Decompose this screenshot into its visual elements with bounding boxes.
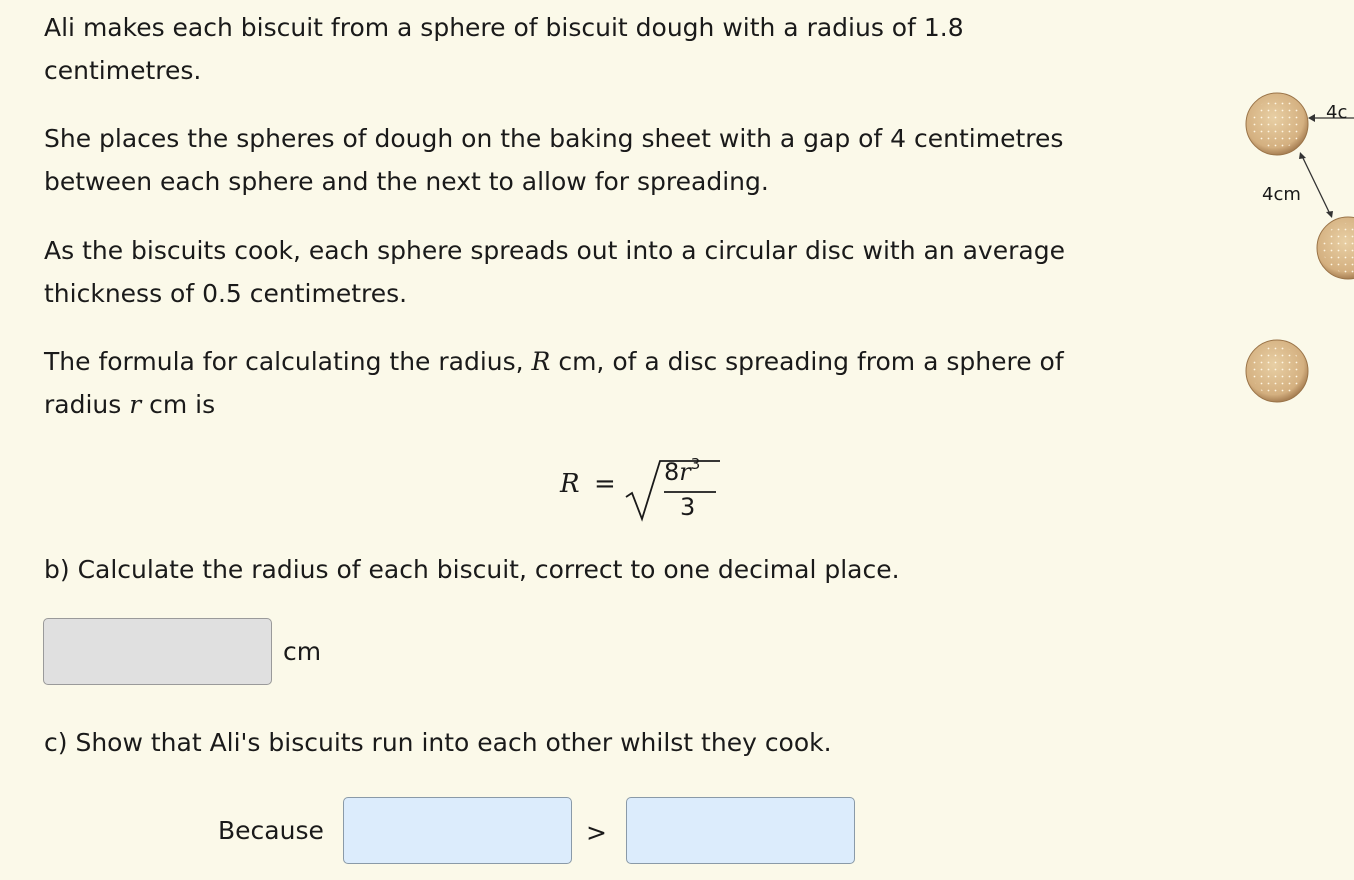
part-c-prompt-text: c) Show that Ali's biscuits run into each other whilst they cook. [44,728,832,757]
radius-formula [560,455,730,530]
formula-numerator [664,457,700,486]
radius-unit-label: cm [283,637,322,666]
spread-line-1: As the biscuits cook, each sphere spreads out into a circular disc with an average [44,236,1065,265]
part-c-prompt [44,721,1204,764]
formula-denominator: 3 [680,493,696,521]
formula-line-2-part-b: cm is [141,390,216,419]
part-b-prompt [44,548,1204,591]
numerator-exponent: 3 [690,455,701,473]
comparison-left-input[interactable] [343,797,572,864]
formula-var-r: r [129,390,142,419]
intro-line-2: centimetres. [44,56,202,85]
gap-line-2: between each sphere and the next to allow for spreading. [44,167,769,196]
gap-label-top: 4c [1326,102,1348,123]
gap-text [44,117,1204,203]
biscuit-diagram [1230,86,1354,416]
gap-label-mid: 4cm [1262,184,1301,205]
formula-equals: = [594,469,616,499]
numerator-variable: r [679,458,691,486]
numerator-coefficient: 8 [664,458,680,486]
formula-var-R: R [531,347,551,376]
greater-than-sign: > [586,818,607,847]
comparison-right-input[interactable] [626,797,855,864]
radius-answer-input[interactable] [43,618,272,685]
gap-line-1: She places the spheres of dough on the baking sheet with a gap of 4 centimetres [44,124,1064,153]
intro-text [44,6,1204,92]
formula-lhs: R [560,469,580,499]
dough-sphere-right [1317,217,1354,279]
dough-sphere-bottom [1246,340,1308,402]
dough-sphere-top [1246,93,1308,155]
formula-line-2-part-a: radius [44,390,130,419]
spread-text [44,229,1204,315]
formula-line-1-part-b: cm, of a disc spreading from a sphere of [550,347,1064,376]
formula-line-1-part-a: The formula for calculating the radius, [44,347,532,376]
spread-line-2: thickness of 0.5 centimetres. [44,279,408,308]
because-label: Because [218,816,324,845]
gap-arrow-diagonal [1299,152,1333,218]
part-b-prompt-text: b) Calculate the radius of each biscuit, correct to one decimal place. [44,555,900,584]
biscuit-spacing-illustration [1230,86,1354,416]
intro-line-1: Ali makes each biscuit from a sphere of biscuit dough with a radius of 1.8 [44,13,964,42]
formula-text [44,340,1204,426]
